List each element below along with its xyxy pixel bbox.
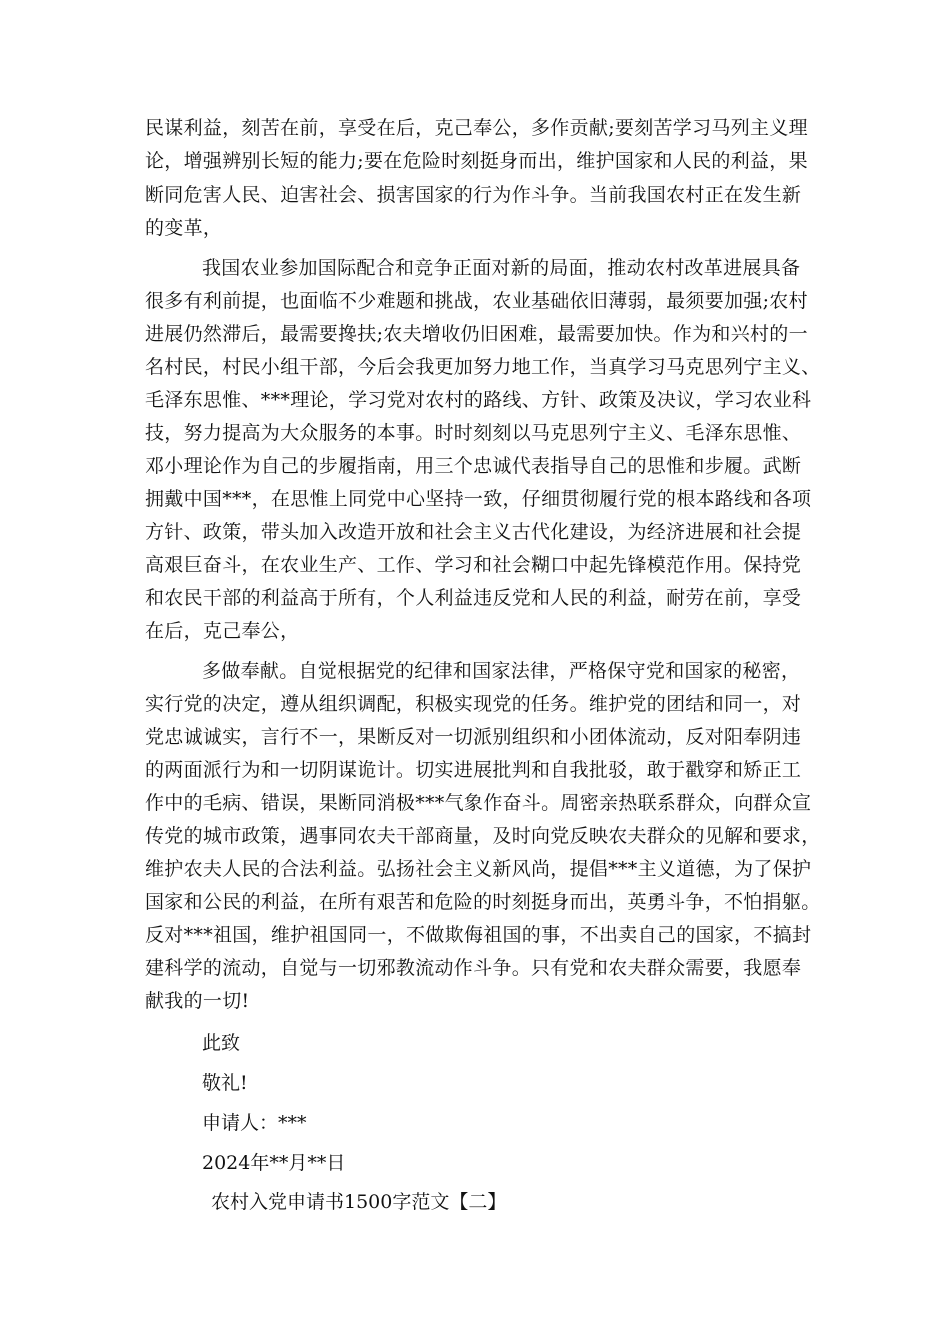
para3-line: 作中的毛病、错误，果断同消极***气象作奋斗。周密亲热联系群众，向群众宣 <box>145 792 812 814</box>
para2-line: 方针、政策，带头加入改造开放和社会主义古代化建设，为经济进展和社会提 <box>145 521 802 543</box>
closing-salutation: 此致 <box>202 1032 241 1054</box>
para2-line: 毛泽东思惟、***理论，学习党对农村的路线、方针、政策及决议，学习农业科 <box>145 389 812 411</box>
para2-line: 名村民，村民小组干部，今后会我更加努力地工作，当真学习马克思列宁主义、 <box>145 356 821 378</box>
applicant-line: 申请人：*** <box>202 1112 307 1134</box>
para2-line: 和农民干部的利益高于所有，个人利益违反党和人民的利益，耐劳在前，享受 <box>145 587 802 609</box>
para2-line: 在后，克己奉公， <box>145 620 300 642</box>
para1-line: 民谋利益，刻苦在前，享受在后，克己奉公，多作贡献;要刻苦学习马列主义理 <box>145 117 808 139</box>
para3-line: 党忠诚诚实，言行不一，果断反对一切派别组织和小团体流动，反对阳奉阴违 <box>145 726 802 748</box>
para2-line: 我国农业参加国际配合和竞争正面对新的局面，推动农村改革进展具备 <box>202 257 801 279</box>
para3-line: 反对***祖国，维护祖国同一，不做欺侮祖国的事，不出卖自己的国家，不搞封 <box>145 924 812 946</box>
para2-line: 拥戴中国***，在思惟上同党中心坚持一致，仔细贯彻履行党的根本路线和各项 <box>145 488 812 510</box>
para1-line: 论，增强辨别长短的能力;要在危险时刻挺身而出，维护国家和人民的利益，果 <box>145 150 808 172</box>
closing-respect: 敬礼! <box>202 1072 248 1094</box>
para2-line: 技，努力提高为大众服务的本事。时时刻刻以马克思列宁主义、毛泽东思惟、 <box>145 422 802 444</box>
next-section-title: 农村入党申请书1500字范文【二】 <box>211 1191 507 1213</box>
date-line: 2024年**月**日 <box>202 1152 346 1174</box>
para3-line: 传党的城市政策，遇事同农夫干部商量，及时向党反映农夫群众的见解和要求， <box>145 825 821 847</box>
para3-line: 多做奉献。自觉根据党的纪律和国家法律，严格保守党和国家的秘密， <box>202 660 801 682</box>
para2-line: 进展仍然滞后，最需要搀扶;农夫增收仍旧困难，最需要加快。作为和兴村的一 <box>145 323 808 345</box>
para2-line: 邓小理论作为自己的步履指南，用三个忠诚代表指导自己的思惟和步履。武断 <box>145 455 802 477</box>
para3-line: 的两面派行为和一切阴谋诡计。切实进展批判和自我批驳，敢于戳穿和矫正工 <box>145 759 802 781</box>
para3-line: 实行党的决定，遵从组织调配，积极实现党的任务。维护党的团结和同一，对 <box>145 693 802 715</box>
para1-line: 断同危害人民、迫害社会、损害国家的行为作斗争。当前我国农村正在发生新 <box>145 184 802 206</box>
para2-line: 很多有利前提，也面临不少难题和挑战，农业基础依旧薄弱，最须要加强;农村 <box>145 290 808 312</box>
para3-line: 建科学的流动，自觉与一切邪教流动作斗争。只有党和农夫群众需要，我愿奉 <box>145 957 802 979</box>
para3-line: 献我的一切! <box>145 990 250 1012</box>
para3-line: 国家和公民的利益，在所有艰苦和危险的时刻挺身而出，英勇斗争，不怕捐躯。 <box>145 891 821 913</box>
para1-line: 的变革， <box>145 217 223 239</box>
para3-line: 维护农夫人民的合法利益。弘扬社会主义新风尚，提倡***主义道德，为了保护 <box>145 858 812 880</box>
para2-line: 高艰巨奋斗，在农业生产、工作、学习和社会糊口中起先锋模范作用。保持党 <box>145 554 802 576</box>
